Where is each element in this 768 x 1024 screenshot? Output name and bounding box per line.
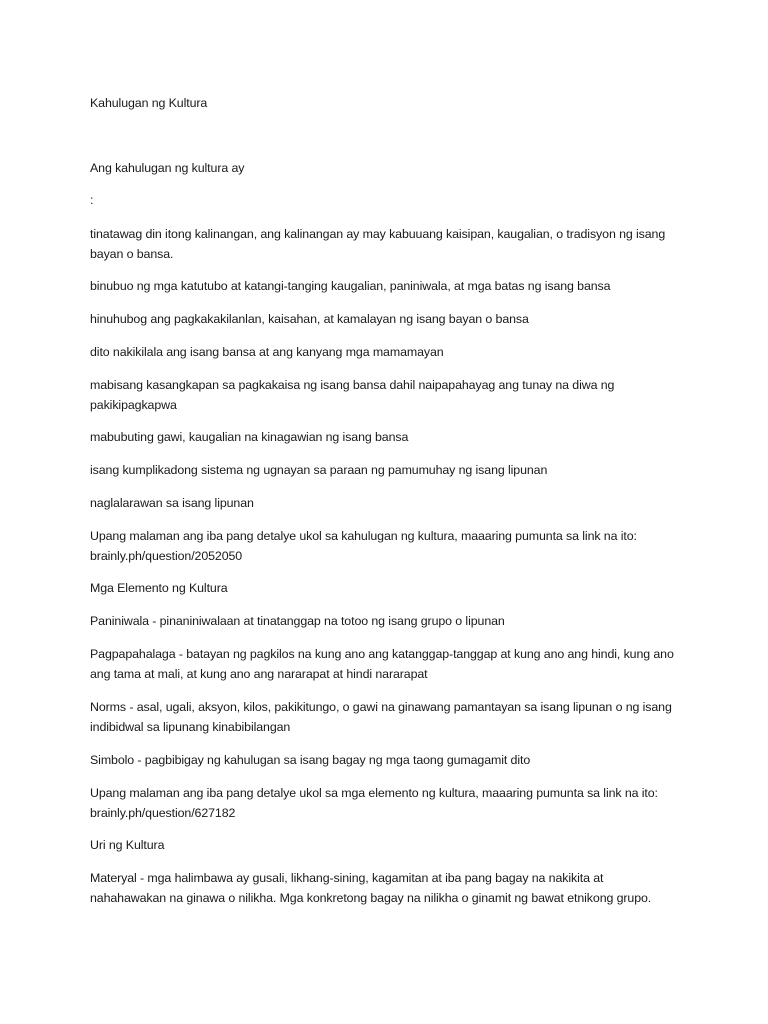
- section-heading-elements: Mga Elemento ng Kultura: [90, 581, 228, 595]
- type-paragraph: Materyal - mga halimbawa ay gusali, likhang-sining, kagamitan at iba pang bagay na nakikita at nahahawakan na ginawa o nilikha. Mga konkretong bagay na nilikha o ginamit ng bawat etnikong grupo.: [90, 871, 652, 905]
- section-heading-types: Uri ng Kultura: [90, 838, 165, 852]
- reference-paragraph: Upang malaman ang iba pang detalye ukol sa mga elemento ng kultura, maaaring pumunta sa link na ito: brainly.ph/question/627182: [90, 786, 658, 820]
- element-paragraph: Norms - asal, ugali, aksyon, kilos, pakikitungo, o gawi na ginawang pamantayan sa isang lipunan o ng isang indibidwal sa lipunang kinabibilangan: [90, 700, 672, 734]
- definition-paragraph: isang kumplikadong sistema ng ugnayan sa paraan ng pamumuhay ng isang lipunan: [90, 463, 548, 477]
- document-title: Kahulugan ng Kultura: [90, 96, 208, 110]
- element-paragraph: Paniniwala - pinaniniwalaan at tinatanggap na totoo ng isang grupo o lipunan: [90, 614, 505, 628]
- definition-paragraph: mabisang kasangkapan sa pagkakaisa ng isang bansa dahil naipapahayag ang tunay na diwa ng pakikipagkapwa: [90, 378, 615, 412]
- definition-paragraph: tinatawag din itong kalinangan, ang kalinangan ay may kabuuang kaisipan, kaugalian, o tradisyon ng isang bayan o bansa.: [90, 227, 666, 261]
- reference-paragraph: Upang malaman ang iba pang detalye ukol sa kahulugan ng kultura, maaaring pumunta sa link na ito: brainly.ph/question/2052050: [90, 529, 637, 563]
- definition-paragraph: naglalarawan sa isang lipunan: [90, 496, 254, 510]
- definition-paragraph: binubuo ng mga katutubo at katangi-tanging kaugalian, paniniwala, at mga batas ng isang bansa: [90, 279, 611, 293]
- intro-paragraph: Ang kahulugan ng kultura ay: [90, 161, 245, 175]
- element-paragraph: Simbolo - pagbibigay ng kahulugan sa isang bagay ng mga taong gumagamit dito: [90, 753, 531, 767]
- definition-paragraph: dito nakikilala ang isang bansa at ang kanyang mga mamamayan: [90, 345, 444, 359]
- colon-line: :: [90, 193, 94, 207]
- definition-paragraph: hinuhubog ang pagkakakilanlan, kaisahan, at kamalayan ng isang bayan o bansa: [90, 312, 529, 326]
- element-paragraph: Pagpapahalaga - batayan ng pagkilos na kung ano ang katanggap-tanggap at kung ano ang hindi, kung ano ang tama at mali, at kung ano ang nararapat at hindi nararapat: [90, 647, 674, 681]
- definition-paragraph: mabubuting gawi, kaugalian na kinagawian ng isang bansa: [90, 430, 409, 444]
